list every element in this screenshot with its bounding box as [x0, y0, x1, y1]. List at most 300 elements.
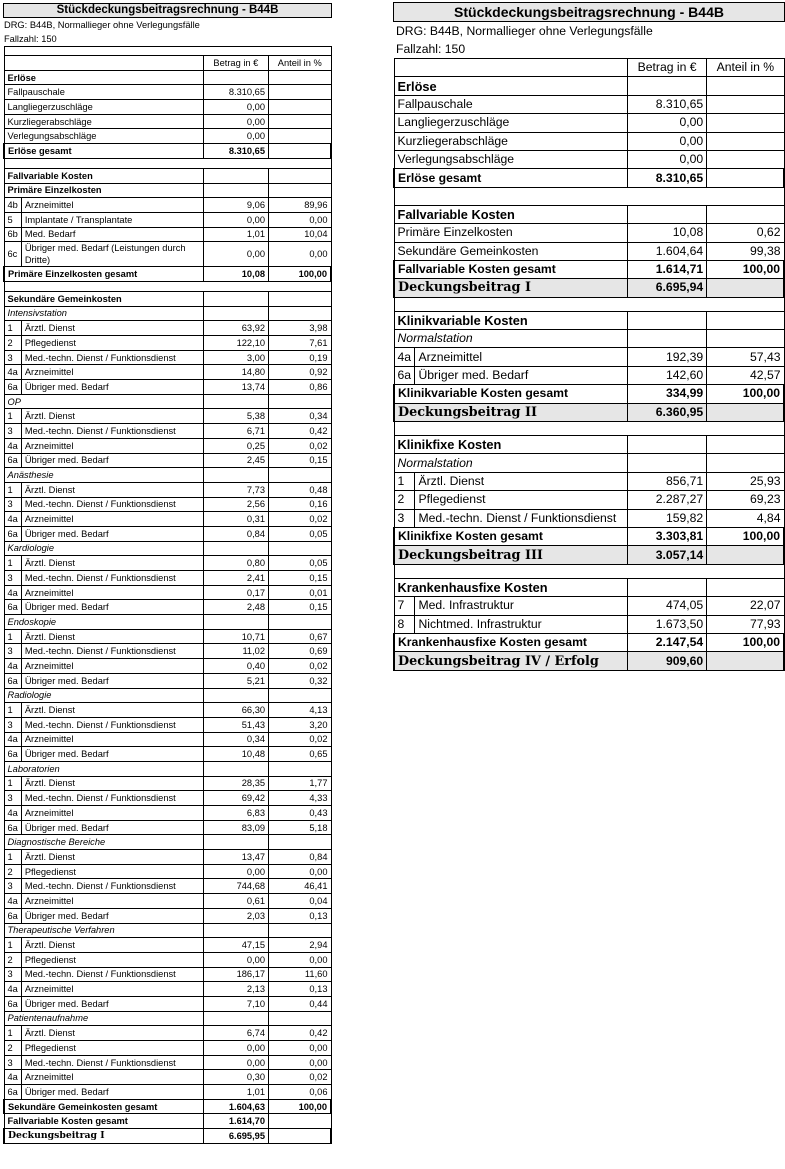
betrag-value: 1.673,50 — [628, 615, 707, 633]
spacer — [394, 297, 784, 311]
left-column-header-row — [4, 56, 331, 71]
cost-type-number: 2 — [4, 1041, 21, 1056]
betrag-value: 0,17 — [203, 585, 268, 600]
cost-row — [4, 908, 331, 923]
section-title: OP — [4, 394, 203, 409]
cost-type-number: 2 — [4, 952, 21, 967]
right-column-header-row — [394, 59, 784, 77]
betrag-value: 474,05 — [628, 597, 707, 615]
anteil-value: 0,92 — [269, 365, 331, 380]
anteil-value: 100,00 — [707, 633, 784, 651]
erloese-row — [4, 129, 331, 144]
betrag-value: 8.310,65 — [628, 95, 707, 113]
row-label: Implantate / Transplantate — [21, 212, 203, 227]
cost-row — [4, 776, 331, 791]
empty-cell — [203, 835, 268, 850]
betrag-value: 334,99 — [628, 385, 707, 403]
row-label: Med. Infrastruktur — [415, 597, 628, 615]
betrag-value: 909,60 — [628, 652, 707, 670]
anteil-value: 3,98 — [269, 321, 331, 336]
anteil-value: 0,42 — [269, 424, 331, 439]
anteil-value: 0,32 — [269, 673, 331, 688]
betrag-value: 66,30 — [203, 703, 268, 718]
betrag-value: 856,71 — [628, 472, 707, 490]
betrag-value: 5,21 — [203, 673, 268, 688]
anteil-value — [707, 95, 784, 113]
row-label: Erlöse gesamt — [394, 169, 628, 187]
row-label: Med.-techn. Dienst / Funktionsdienst — [415, 509, 628, 527]
row-label: Arzneimittel — [21, 198, 203, 213]
anteil-value: 0,02 — [269, 732, 331, 747]
betrag-value: 7,73 — [203, 482, 268, 497]
cost-row — [4, 850, 331, 865]
row-label: Arzneimittel — [21, 982, 203, 997]
klinikfixe-row — [394, 509, 784, 527]
left-table — [3, 46, 332, 1144]
cost-type-number: 4a — [4, 512, 21, 527]
erloese-row — [394, 114, 784, 132]
cost-row — [4, 571, 331, 586]
spacer-row — [4, 158, 331, 168]
cost-type-number: 1 — [4, 703, 21, 718]
anteil-value: 0,00 — [269, 1041, 331, 1056]
row-label: Med.-techn. Dienst / Funktionsdienst — [21, 644, 203, 659]
betrag-value: 8.310,65 — [628, 169, 707, 187]
cost-type-number: 4a — [4, 982, 21, 997]
anteil-value: 0,69 — [269, 644, 331, 659]
row-label: Kurzliegerabschläge — [4, 114, 203, 129]
column-header-anteil: Anteil in % — [269, 56, 331, 71]
section-title: Endoskopie — [4, 615, 203, 630]
betrag-value: 63,92 — [203, 321, 268, 336]
section-title: Erlöse — [394, 77, 628, 95]
cost-type-number: 6a — [4, 747, 21, 762]
klinikfixe-title-row — [394, 436, 784, 454]
betrag-value: 5,38 — [203, 409, 268, 424]
betrag-value: 47,15 — [203, 938, 268, 953]
anteil-value: 0,02 — [269, 438, 331, 453]
row-label: Fallpauschale — [4, 85, 203, 100]
anteil-value: 4,84 — [707, 509, 784, 527]
primaere-row — [4, 242, 331, 267]
empty-cell — [203, 291, 268, 306]
row-label: Ärztl. Dienst — [21, 321, 203, 336]
row-label: Med.-techn. Dienst / Funktionsdienst — [21, 424, 203, 439]
betrag-value: 1.614,71 — [628, 260, 707, 278]
erloese-row — [4, 100, 331, 115]
row-label: Kurzliegerabschläge — [394, 132, 628, 150]
empty-cell — [203, 168, 268, 183]
cost-row — [4, 350, 331, 365]
row-label: Deckungsbeitrag I — [4, 1129, 203, 1144]
betrag-value: 0,61 — [203, 894, 268, 909]
cost-row — [4, 380, 331, 395]
empty-cell — [203, 394, 268, 409]
empty-cell — [628, 205, 707, 223]
spacer-row — [4, 47, 331, 56]
betrag-value: 2,56 — [203, 497, 268, 512]
betrag-value: 1.604,63 — [203, 1099, 268, 1114]
cost-type-number: 6a — [4, 996, 21, 1011]
empty-cell — [203, 615, 268, 630]
erloese-row — [394, 132, 784, 150]
anteil-value: 0,86 — [269, 380, 331, 395]
left-sheet-title: Stückdeckungsbeitragsrechnung - B44B — [3, 3, 332, 18]
anteil-value: 0,05 — [269, 556, 331, 571]
left-fallzahl: Fallzahl: 150 — [4, 34, 57, 44]
cost-type-number: 6c — [4, 242, 21, 267]
empty-cell — [269, 923, 331, 938]
row-label: Med.-techn. Dienst / Funktionsdienst — [21, 879, 203, 894]
cost-row — [4, 879, 331, 894]
anteil-value: 0,02 — [269, 659, 331, 674]
cost-row — [4, 791, 331, 806]
betrag-value: 0,00 — [628, 114, 707, 132]
primaere-row — [4, 198, 331, 213]
khfixe-row — [394, 615, 784, 633]
anteil-value: 22,07 — [707, 597, 784, 615]
betrag-value: 0,34 — [203, 732, 268, 747]
betrag-value: 0,80 — [203, 556, 268, 571]
cost-row — [4, 1055, 331, 1070]
cost-type-number: 3 — [4, 717, 21, 732]
anteil-value: 0,34 — [269, 409, 331, 424]
spacer-row — [394, 422, 784, 436]
row-label: Übriger med. Bedarf — [21, 747, 203, 762]
betrag-value: 1.614,70 — [203, 1114, 268, 1129]
anteil-value: 0,65 — [269, 747, 331, 762]
row-label: Übriger med. Bedarf — [21, 600, 203, 615]
section-name-row — [4, 468, 331, 483]
klinikvariable-title-row — [394, 311, 784, 329]
empty-cell — [203, 761, 268, 776]
cost-type-number: 3 — [394, 509, 415, 527]
section-name-row — [4, 923, 331, 938]
cost-row — [4, 982, 331, 997]
section-title: Diagnostische Bereiche — [4, 835, 203, 850]
cost-type-number: 6a — [394, 366, 415, 384]
cost-type-number: 6a — [4, 600, 21, 615]
erloese-total-row — [4, 144, 331, 159]
cost-type-number: 4a — [4, 1070, 21, 1085]
anteil-value — [269, 1129, 331, 1144]
betrag-value: 2,45 — [203, 453, 268, 468]
anteil-value — [269, 129, 331, 144]
empty-cell — [269, 835, 331, 850]
empty-cell — [203, 306, 268, 321]
anteil-value: 0,05 — [269, 526, 331, 541]
row-label: Erlöse gesamt — [4, 144, 203, 159]
row-label: Deckungsbeitrag I — [394, 279, 628, 297]
cost-type-number: 4a — [4, 894, 21, 909]
betrag-value: 3.303,81 — [628, 527, 707, 545]
cost-type-number: 6a — [4, 1085, 21, 1100]
cost-type-number: 4a — [394, 348, 415, 366]
section-title: Krankenhausfixe Kosten — [394, 578, 628, 596]
column-header-anteil: Anteil in % — [707, 59, 784, 77]
anteil-value: 4,33 — [269, 791, 331, 806]
cost-row — [4, 659, 331, 674]
klinikfixe-row — [394, 472, 784, 490]
cost-type-number: 3 — [4, 1055, 21, 1070]
anteil-value: 0,42 — [269, 1026, 331, 1041]
deckungsbeitrag-row — [394, 279, 784, 297]
cost-type-number: 6a — [4, 526, 21, 541]
klinikvariable-total-row — [394, 385, 784, 403]
empty-cell — [269, 1011, 331, 1026]
cost-type-number: 6a — [4, 453, 21, 468]
section-name-row — [4, 394, 331, 409]
row-label: Übriger med. Bedarf — [21, 526, 203, 541]
cost-row — [4, 820, 331, 835]
section-title: Fallvariable Kosten — [394, 205, 628, 223]
row-label: Verlegungsabschläge — [4, 129, 203, 144]
cost-row — [4, 996, 331, 1011]
row-label: Übriger med. Bedarf — [21, 673, 203, 688]
row-label: Arzneimittel — [415, 348, 628, 366]
anteil-value — [707, 132, 784, 150]
betrag-value: 69,42 — [203, 791, 268, 806]
row-label: Ärztl. Dienst — [21, 556, 203, 571]
anteil-value: 2,94 — [269, 938, 331, 953]
cost-row — [4, 717, 331, 732]
spacer — [394, 564, 784, 578]
row-label: Med.-techn. Dienst / Funktionsdienst — [21, 791, 203, 806]
empty-cell — [628, 77, 707, 95]
cost-type-number: 3 — [4, 791, 21, 806]
betrag-value: 28,35 — [203, 776, 268, 791]
klinikfixe-sub-row — [394, 454, 784, 472]
empty-cell — [628, 330, 707, 348]
left-cost-sheet — [3, 3, 332, 1144]
anteil-value: 0,67 — [269, 629, 331, 644]
spacer-row — [394, 564, 784, 578]
empty-cell — [203, 70, 268, 85]
row-label: Med.-techn. Dienst / Funktionsdienst — [21, 350, 203, 365]
column-header-betrag: Betrag in € — [628, 59, 707, 77]
fallvariable-row — [394, 224, 784, 242]
cost-row — [4, 438, 331, 453]
cost-type-number: 1 — [394, 472, 415, 490]
anteil-value: 77,93 — [707, 615, 784, 633]
anteil-value: 0,15 — [269, 600, 331, 615]
betrag-value: 1,01 — [203, 227, 268, 242]
betrag-value: 6,83 — [203, 806, 268, 821]
primaere-title-row — [4, 183, 331, 198]
section-title: Radiologie — [4, 688, 203, 703]
anteil-value — [269, 114, 331, 129]
row-label: Übriger med. Bedarf — [21, 908, 203, 923]
section-title: Fallvariable Kosten — [4, 168, 203, 183]
cost-type-number: 1 — [4, 629, 21, 644]
empty-cell — [707, 436, 784, 454]
section-name-row — [4, 835, 331, 850]
cost-type-number: 1 — [4, 556, 21, 571]
betrag-value: 10,08 — [203, 267, 268, 282]
cost-type-number: 3 — [4, 879, 21, 894]
cost-type-number: 3 — [4, 644, 21, 659]
anteil-value: 0,19 — [269, 350, 331, 365]
cost-type-number: 1 — [4, 409, 21, 424]
khfixe-title-row — [394, 578, 784, 596]
cost-row — [4, 526, 331, 541]
row-label: Deckungsbeitrag II — [394, 403, 628, 421]
betrag-value: 2,03 — [203, 908, 268, 923]
deckungsbeitrag-row — [394, 546, 784, 564]
cost-row — [4, 938, 331, 953]
row-label: Ärztl. Dienst — [21, 409, 203, 424]
cost-type-number: 1 — [4, 1026, 21, 1041]
primaere-total-row — [4, 267, 331, 282]
cost-row — [4, 497, 331, 512]
cost-row — [4, 1085, 331, 1100]
erloese-row — [4, 85, 331, 100]
empty-cell — [269, 394, 331, 409]
row-label: Arzneimittel — [21, 585, 203, 600]
cost-type-number: 4a — [4, 806, 21, 821]
betrag-value: 6.360,95 — [628, 403, 707, 421]
betrag-value: 3.057,14 — [628, 546, 707, 564]
anteil-value: 10,04 — [269, 227, 331, 242]
row-label: Arzneimittel — [21, 438, 203, 453]
anteil-value: 0,02 — [269, 512, 331, 527]
betrag-value: 744,68 — [203, 879, 268, 894]
betrag-value: 1,01 — [203, 1085, 268, 1100]
cost-type-number: 3 — [4, 967, 21, 982]
anteil-value: 0,01 — [269, 585, 331, 600]
fallvariable-title-row — [4, 168, 331, 183]
row-label: Fallvariable Kosten gesamt — [394, 260, 628, 278]
row-label: Arzneimittel — [21, 1070, 203, 1085]
row-label: Krankenhausfixe Kosten gesamt — [394, 633, 628, 651]
row-label: Med.-techn. Dienst / Funktionsdienst — [21, 967, 203, 982]
cost-row — [4, 747, 331, 762]
erloese-total-row — [394, 169, 784, 187]
row-label: Arzneimittel — [21, 732, 203, 747]
betrag-value: 13,47 — [203, 850, 268, 865]
row-label: Verlegungsabschläge — [394, 150, 628, 168]
betrag-value: 6,74 — [203, 1026, 268, 1041]
erloese-row — [4, 114, 331, 129]
cost-row — [4, 453, 331, 468]
cost-type-number: 6a — [4, 673, 21, 688]
cost-type-number: 6b — [4, 227, 21, 242]
erloese-title-row — [4, 70, 331, 85]
row-label: Arzneimittel — [21, 659, 203, 674]
klinikfixe-row — [394, 491, 784, 509]
anteil-value: 11,60 — [269, 967, 331, 982]
betrag-value: 122,10 — [203, 336, 268, 351]
deckungsbeitrag-row — [394, 403, 784, 421]
klinikvariable-row — [394, 348, 784, 366]
betrag-value: 0,00 — [203, 1055, 268, 1070]
cost-type-number: 2 — [4, 864, 21, 879]
cost-type-number: 3 — [4, 424, 21, 439]
empty-cell — [269, 70, 331, 85]
cost-row — [4, 482, 331, 497]
row-label: Ärztl. Dienst — [21, 850, 203, 865]
row-label: Sekundäre Gemeinkosten — [394, 242, 628, 260]
empty-cell — [269, 615, 331, 630]
anteil-value — [269, 144, 331, 159]
section-name-row — [4, 688, 331, 703]
row-label: Sekundäre Gemeinkosten gesamt — [4, 1099, 203, 1114]
right-sheet-title: Stückdeckungsbeitragsrechnung - B44B — [393, 2, 785, 22]
cost-row — [4, 732, 331, 747]
section-name-row — [4, 1011, 331, 1026]
anteil-value: 0,13 — [269, 908, 331, 923]
cost-type-number: 3 — [4, 571, 21, 586]
anteil-value: 1,77 — [269, 776, 331, 791]
cost-type-number: 6a — [4, 380, 21, 395]
empty-cell — [394, 59, 628, 77]
sek-total-row — [4, 1099, 331, 1114]
empty-cell — [4, 56, 203, 71]
empty-cell — [628, 454, 707, 472]
cost-type-number: 6a — [4, 820, 21, 835]
empty-cell — [203, 183, 268, 198]
anteil-value: 42,57 — [707, 366, 784, 384]
empty-cell — [628, 436, 707, 454]
cost-type-number: 1 — [4, 482, 21, 497]
anteil-value: 4,13 — [269, 703, 331, 718]
right-table — [393, 58, 785, 671]
row-label: Ärztl. Dienst — [21, 482, 203, 497]
erloese-row — [394, 95, 784, 113]
anteil-value: 0,04 — [269, 894, 331, 909]
section-title: Normalstation — [394, 330, 628, 348]
anteil-value: 89,96 — [269, 198, 331, 213]
spacer-row — [394, 187, 784, 205]
anteil-value — [707, 114, 784, 132]
cost-row — [4, 864, 331, 879]
spacer-row — [394, 297, 784, 311]
row-label: Arzneimittel — [21, 806, 203, 821]
row-label: Fallpauschale — [394, 95, 628, 113]
betrag-value: 13,74 — [203, 380, 268, 395]
betrag-value: 0,00 — [203, 242, 268, 267]
betrag-value: 6,71 — [203, 424, 268, 439]
section-name-row — [4, 541, 331, 556]
fallvariable-title-row — [394, 205, 784, 223]
betrag-value: 0,31 — [203, 512, 268, 527]
betrag-value: 0,00 — [203, 864, 268, 879]
row-label: Arzneimittel — [21, 512, 203, 527]
cost-row — [4, 409, 331, 424]
empty-cell — [707, 578, 784, 596]
betrag-value: 142,60 — [628, 366, 707, 384]
anteil-value — [269, 100, 331, 115]
anteil-value: 5,18 — [269, 820, 331, 835]
primaere-row — [4, 227, 331, 242]
row-label: Klinikfixe Kosten gesamt — [394, 527, 628, 545]
betrag-value: 2.287,27 — [628, 491, 707, 509]
cost-type-number: 2 — [394, 491, 415, 509]
cost-type-number: 2 — [4, 336, 21, 351]
anteil-value: 46,41 — [269, 879, 331, 894]
spacer — [394, 187, 784, 205]
section-title: Intensivstation — [4, 306, 203, 321]
row-label: Med.-techn. Dienst / Funktionsdienst — [21, 497, 203, 512]
anteil-value: 7,61 — [269, 336, 331, 351]
section-title: Anästhesie — [4, 468, 203, 483]
row-label: Deckungsbeitrag III — [394, 546, 628, 564]
betrag-value: 8.310,65 — [203, 144, 268, 159]
anteil-value: 100,00 — [707, 527, 784, 545]
cost-row — [4, 967, 331, 982]
row-label: Pflegedienst — [21, 1041, 203, 1056]
cost-row — [4, 673, 331, 688]
